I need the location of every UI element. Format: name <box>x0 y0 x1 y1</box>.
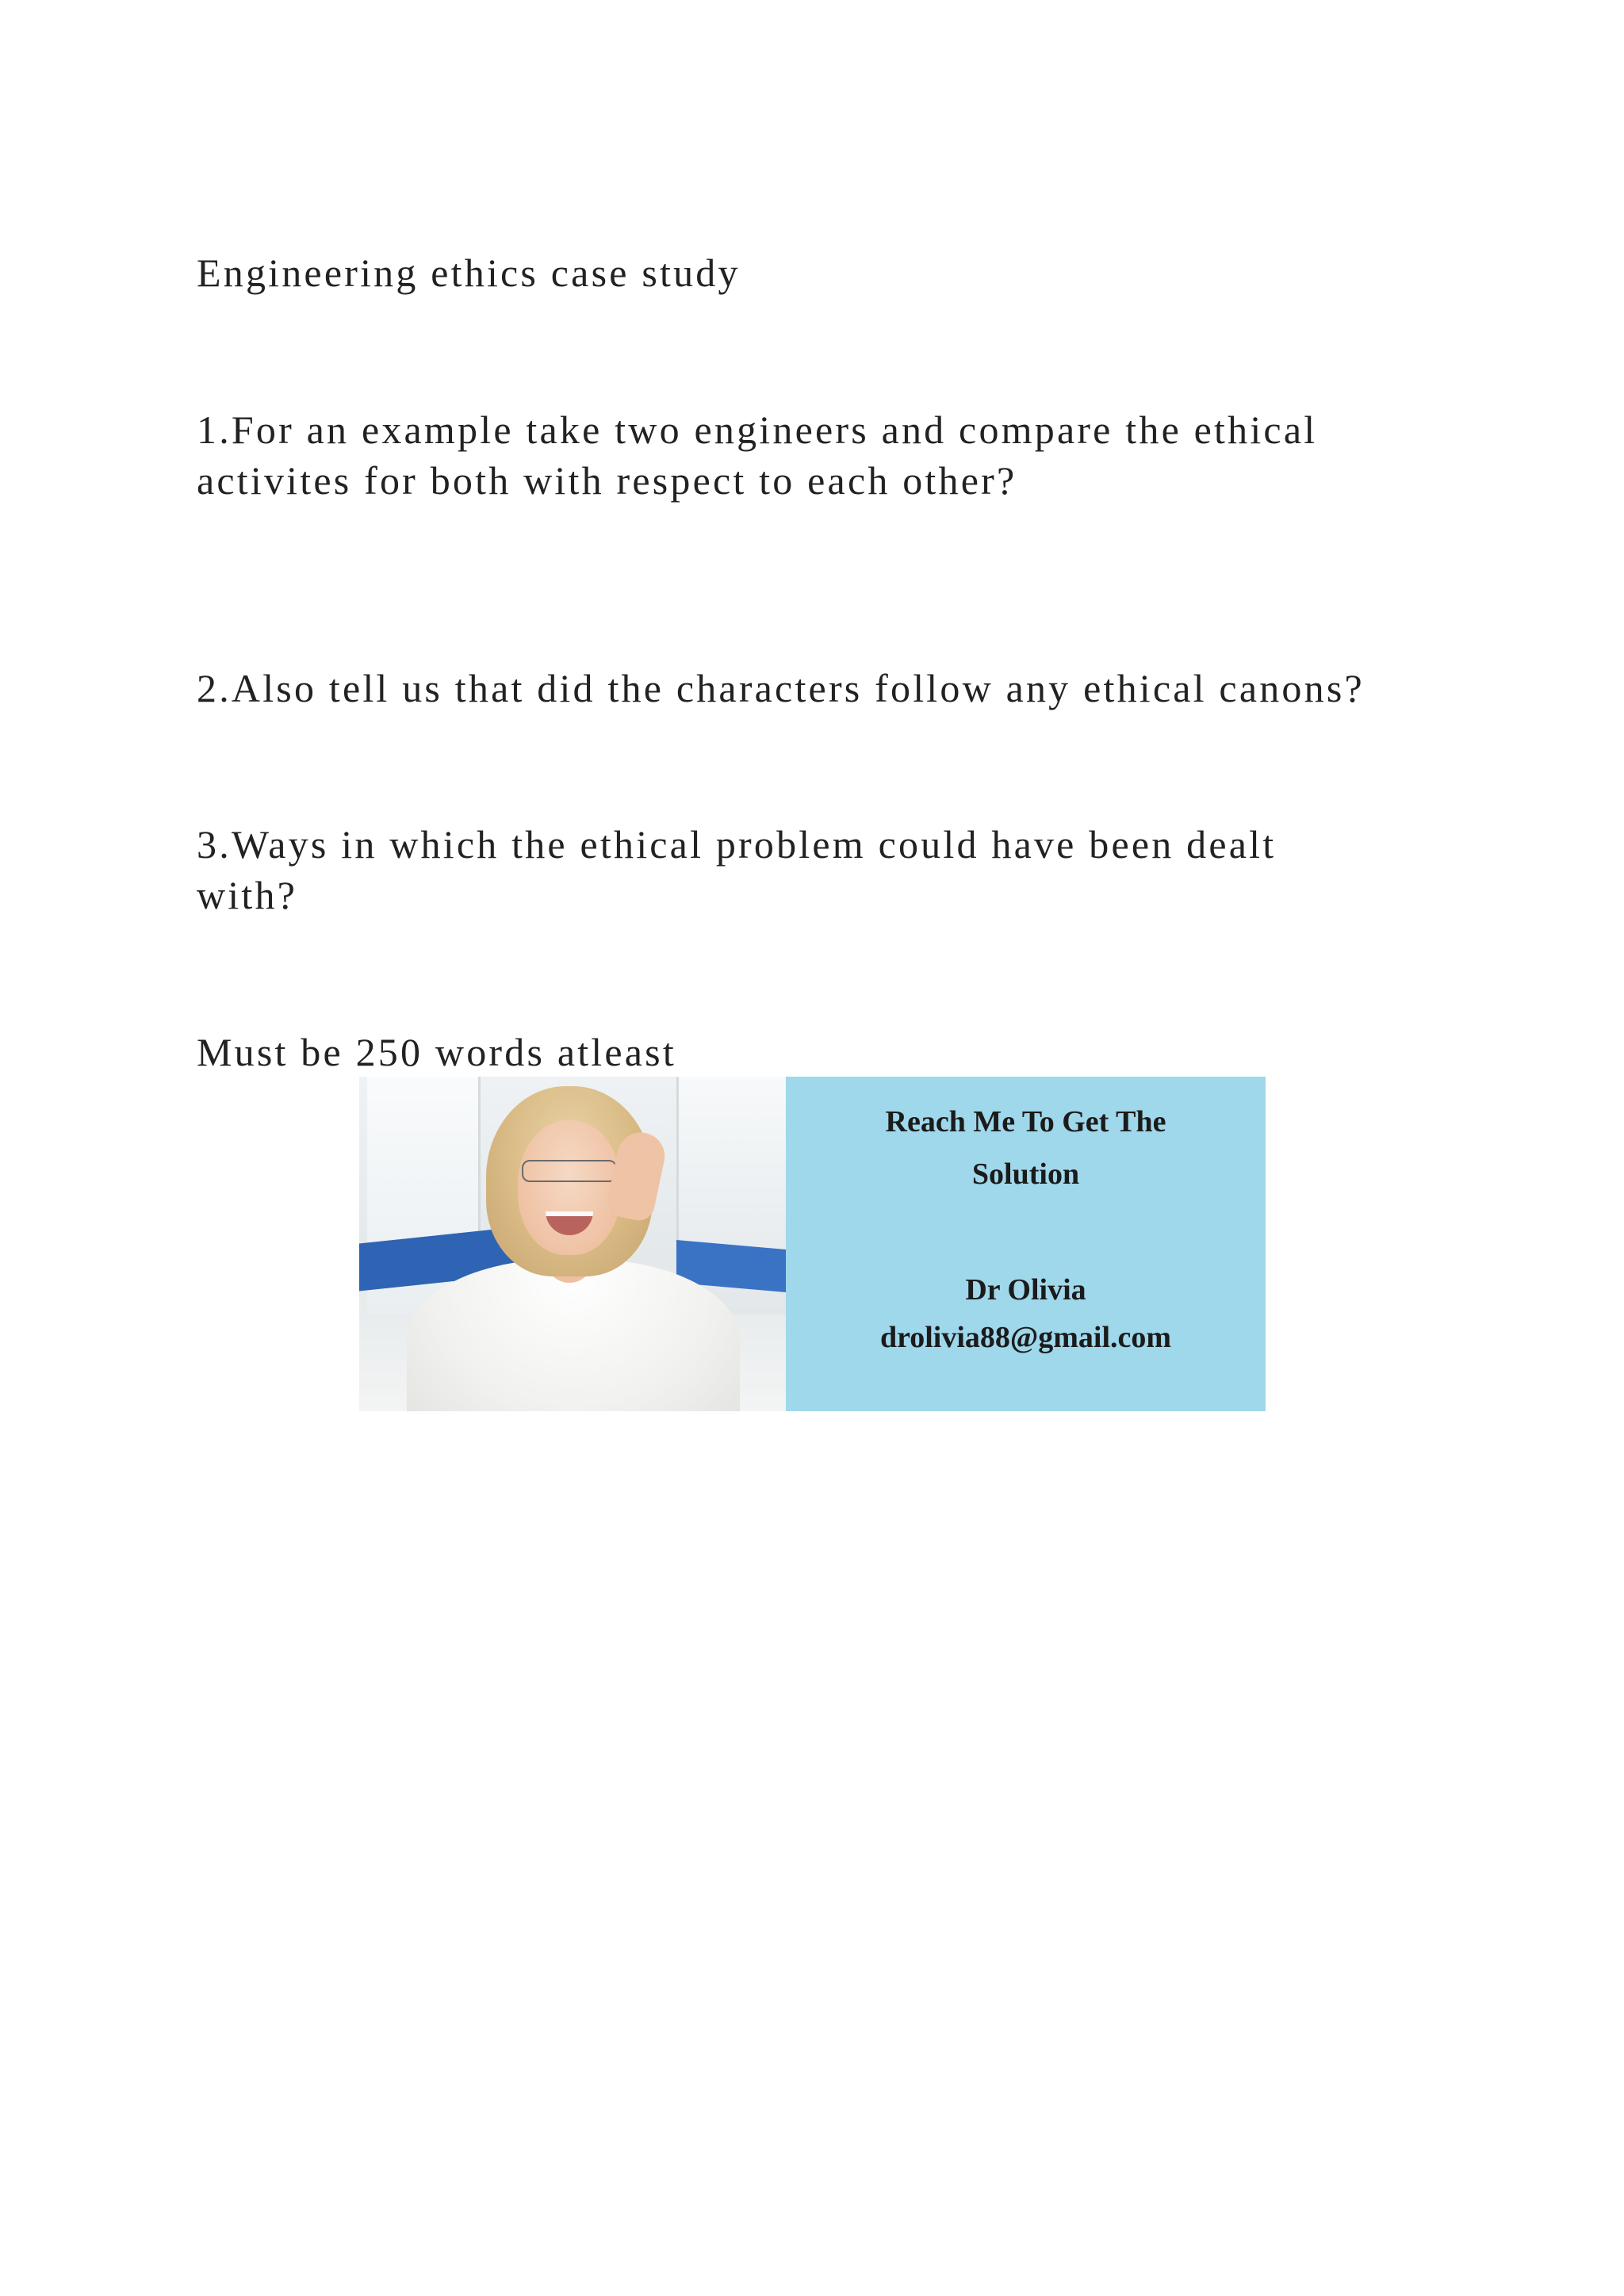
woman-photo <box>359 1077 786 1411</box>
question-2: 2.Also tell us that did the characters follow any ethical canons? <box>197 666 1365 710</box>
banner-line-2: Solution <box>971 1158 1080 1191</box>
question-1-line-2: activites for both with respect to each other? <box>197 458 1017 503</box>
contact-banner <box>359 1077 1266 1411</box>
word-count-requirement: Must be 250 words atleast <box>197 1030 676 1074</box>
question-3-line-1: 3.Ways in which the ethical problem could have been dealt <box>197 822 1277 867</box>
document-title: Engineering ethics case study <box>197 251 741 295</box>
banner-line-1: Reach Me To Get The <box>885 1105 1166 1138</box>
contact-name: Dr Olivia <box>965 1273 1086 1307</box>
contact-info-panel <box>786 1077 1266 1411</box>
contact-email: drolivia88@gmail.com <box>879 1321 1172 1354</box>
question-1-line-1: 1.For an example take two engineers and compare the ethical <box>197 408 1318 452</box>
question-3-line-2: with? <box>197 873 298 917</box>
